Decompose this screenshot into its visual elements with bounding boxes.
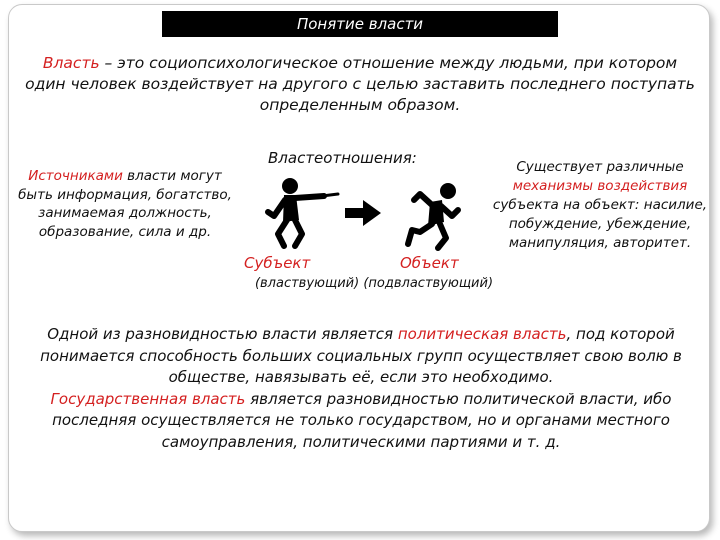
political-p2-after: является разновидностью политической власти, ибо последняя осуществляется не только государством, но и органами местного самоуправления, политическими партиями и т. д. (52, 389, 672, 451)
arrow-right-icon (343, 198, 383, 228)
slide-title: Понятие власти (162, 11, 558, 37)
mechanisms-paragraph (488, 158, 712, 253)
mechanisms-prefix: Существует различные (516, 159, 684, 175)
subject-label: Субъект (244, 254, 311, 272)
object-role: (подвластвующий) (363, 276, 494, 291)
subject-role: (властвующий) (254, 276, 360, 291)
definition-paragraph (24, 53, 696, 116)
state-power-term: Государственная власть (50, 389, 246, 408)
definition-text: – это социопсихологическое отношение между людьми, при котором один человек воздействует на другого с целью заставить последнего поступать определенным образом. (25, 54, 695, 114)
political-paragraph (16, 324, 706, 453)
mechanisms-term: механизмы воздействия (512, 178, 688, 194)
mechanisms-text: субъекта на объект: насилие, побуждение, убеждение, манипуляция, авторитет. (492, 197, 708, 251)
political-p1-after: , под которой понимается способность больших социальных групп осуществляет свою волю в обществе, навязывать её, если это необходимо. (40, 325, 682, 386)
relations-heading: Властеотношения: (268, 149, 417, 167)
sources-term: Источниками (28, 168, 123, 184)
definition-term: Власть (42, 54, 100, 72)
pointing-figure-icon (262, 176, 344, 250)
political-p1-before: Одной из разновидностью власти является (47, 325, 398, 343)
sources-paragraph (10, 167, 240, 241)
object-label: Объект (400, 254, 459, 272)
sources-text: власти могут быть информация, богатство, занимаемая должность, образование, сила и др. (18, 168, 232, 240)
political-power-term: политическая власть (397, 325, 567, 343)
roles-line (214, 276, 534, 291)
running-figure-icon (400, 180, 470, 252)
